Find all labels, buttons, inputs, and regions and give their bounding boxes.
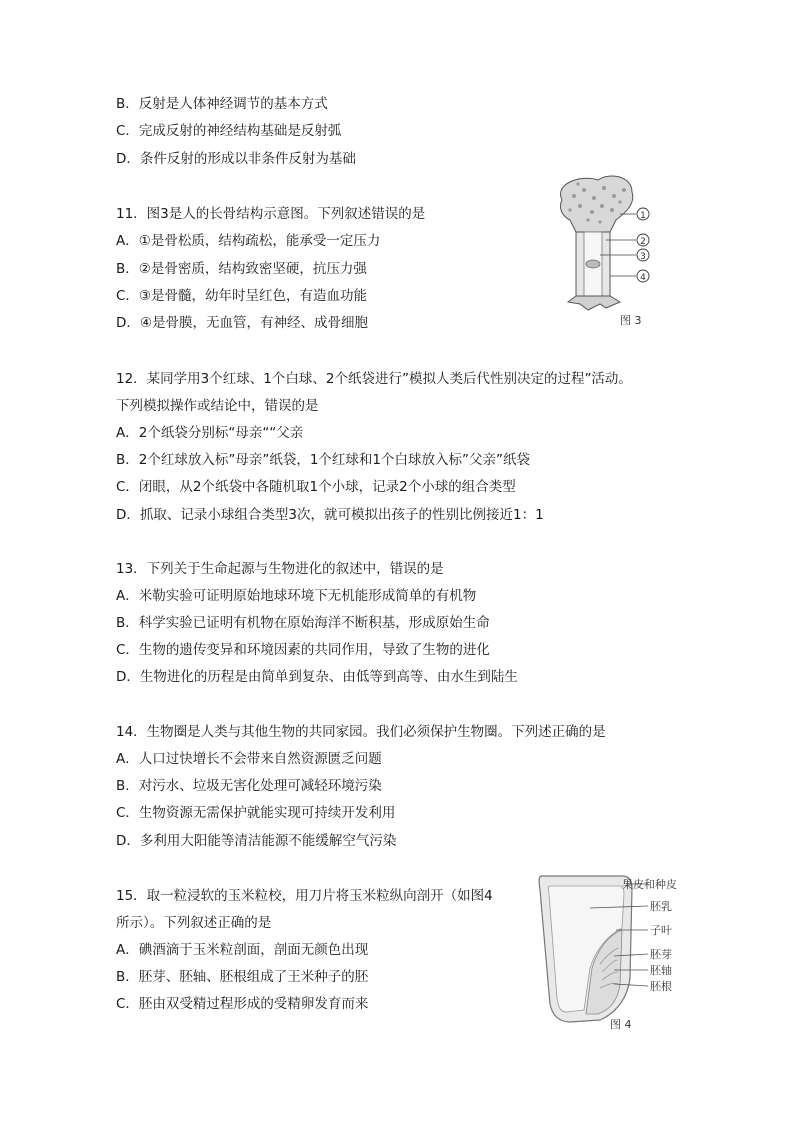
marker-4 <box>637 270 649 283</box>
q14-option-c: C．生物资源无需保护就能实现可持续开发利用 <box>116 805 396 821</box>
q12-stem: 12．某同学用3个红球、1个白球、2个纸袋进行”模拟人类后代性别决定的过程”活动。 <box>116 371 632 387</box>
figure-4-caption: 图 4 <box>610 1018 632 1031</box>
q14-option-a: A．人口过快增长不会带来自然资源匮乏问题 <box>116 751 382 767</box>
q15-option-c: C．胚由双受精过程形成的受精卵发育而来 <box>116 996 369 1012</box>
q13-option-c: C．生物的遗传变异和环境因素的共同作用，导致了生物的进化 <box>116 642 490 658</box>
q12-option-d: D．抓取、记录小球组合类型3次，就可模拟出孩子的性别比例接近1：1 <box>116 507 544 523</box>
q15-stem-cont: 所示）。下列叙述正确的是 <box>116 915 272 931</box>
q12-option-c: C．闭眼，从2个纸袋中各随机取1个小球，记录2个小球的组合类型 <box>116 479 516 495</box>
q15-option-b: B．胚芽、胚轴、胚根组成了王米种子的胚 <box>116 969 369 985</box>
q15-stem: 15．取一粒浸软的玉米粒校，用刀片将玉米粒纵向剖开（如图4 <box>116 888 493 904</box>
figure-4-corn-kernel <box>530 868 720 1036</box>
figure-3-caption: 图 3 <box>620 314 642 327</box>
label-plumule: 胚芽 <box>650 948 672 961</box>
svg-text:3: 3 <box>640 252 646 262</box>
svg-text:1: 1 <box>640 211 646 221</box>
q13-option-b: B．科学实验已证明有机物在原始海洋不断积基，形成原始生命 <box>116 615 490 631</box>
q13-option-d: D．生物进化的历程是由简单到复杂、由低等到高等、由水生到陆生 <box>116 669 518 685</box>
q10-option-b: B．反射是人体神经调节的基本方式 <box>116 96 328 112</box>
marker-3 <box>637 249 649 262</box>
label-endosperm: 胚乳 <box>650 900 672 913</box>
label-radicle: 胚根 <box>650 980 672 993</box>
q13-option-a: A．米勒实验可证明原始地球环境下无机能形成简单的有机物 <box>116 588 477 604</box>
q11-option-a: A．①是骨松质，结构疏松，能承受一定压力 <box>116 233 381 249</box>
q10-option-c: C．完成反射的神经结构基础是反射弧 <box>116 123 342 139</box>
q14-option-b: B．对污水、垃圾无害化处理可减轻环境污染 <box>116 778 382 794</box>
label-pericarp-seedcoat: 果皮和种皮 <box>622 878 677 891</box>
marker-2 <box>637 234 649 247</box>
q11-option-d: D．④是骨膜，无血管，有神经、成骨细胞 <box>116 315 368 331</box>
q12-option-b: B．2个红球放入标”母亲”纸袋，1个红球和1个白球放入标”父亲”纸袋 <box>116 452 531 468</box>
label-hypocotyl: 胚轴 <box>650 964 672 977</box>
q14-stem: 14．生物圈是人类与其他生物的共同家园。我们必须保护生物圈。下列述正确的是 <box>116 724 606 740</box>
svg-text:4: 4 <box>640 273 646 283</box>
q12-stem-cont: 下列模拟操作或结论中，错误的是 <box>116 398 319 414</box>
q11-option-c: C．③是骨髓，幼年时呈红色，有造血功能 <box>116 288 368 304</box>
q10-option-d: D．条件反射的形成以非条件反射为基础 <box>116 151 356 167</box>
q12-option-a: A．2个纸袋分别标“母亲““父亲 <box>116 425 304 441</box>
figure-3-long-bone <box>540 170 660 330</box>
q14-option-d: D．多利用大阳能等清洁能源不能缓解空气污染 <box>116 833 397 849</box>
q15-option-a: A．碘酒滴于玉米粒剖面，剖面无颜色出现 <box>116 942 369 958</box>
q11-option-b: B．②是骨密质，结构致密坚硬，抗压力强 <box>116 261 367 277</box>
label-cotyledon: 子叶 <box>650 924 672 937</box>
svg-text:2: 2 <box>640 237 646 247</box>
q13-stem: 13．下列关于生命起源与生物进化的叙述中，错误的是 <box>116 561 444 577</box>
q11-stem: 11．图3是人的长骨结构示意图。下列叙述错误的是 <box>116 206 426 222</box>
marker-1 <box>637 208 649 221</box>
